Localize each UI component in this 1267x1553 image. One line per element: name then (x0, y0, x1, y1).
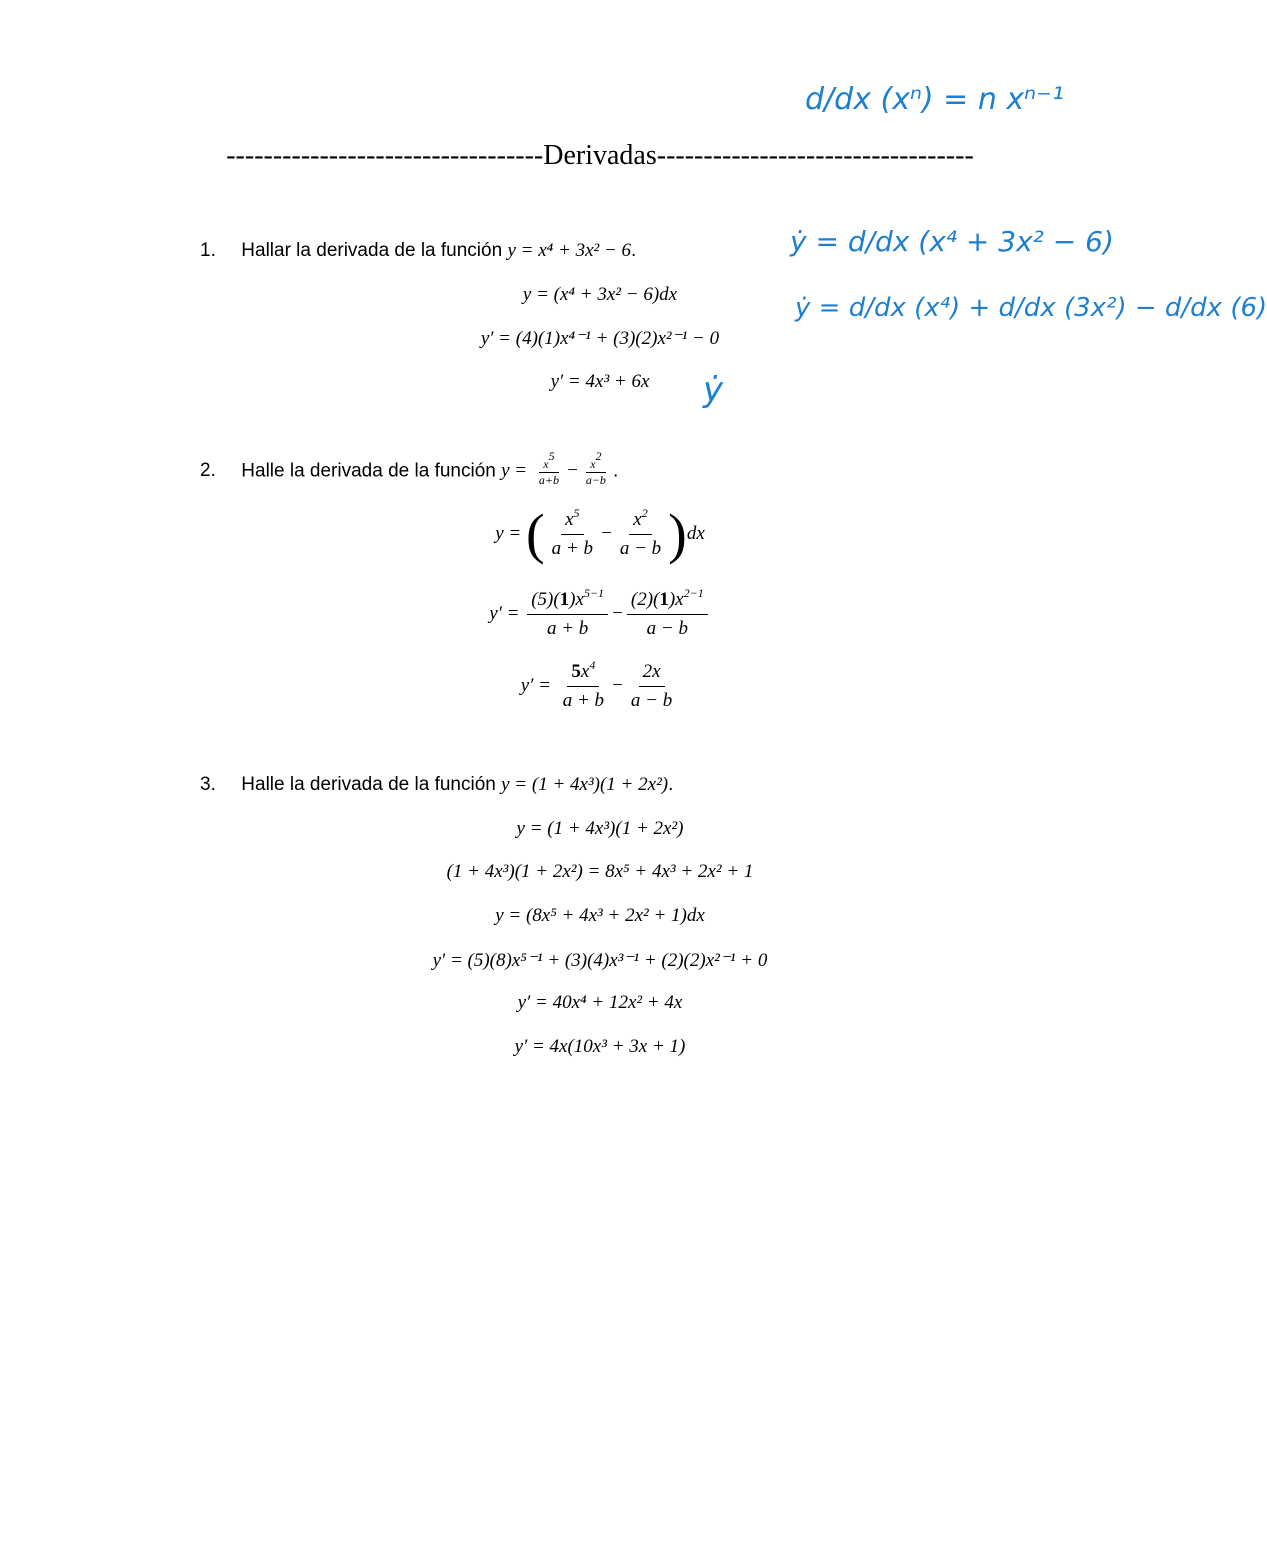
problem-expression: y = x⁴ + 3x² − 6 (507, 240, 632, 261)
fraction: $\frac{(5)(1)x^{5-1}}{a + b}$ (527, 586, 608, 643)
problem-3-prompt (200, 774, 673, 796)
handwritten-line-2: ẏ = d/dx (x⁴) + d/dx (3x²) − d/dx (6) (795, 293, 1267, 323)
problem-1-step-3: y′ = 4x³ + 6x (550, 371, 650, 392)
problem-expression: y = $\frac{x^5}{a+b}$ − $\frac{x^2}{a-b}$ (501, 460, 613, 481)
fraction: $\frac{x^2}{a-b}$ (585, 449, 606, 487)
period: . (612, 460, 619, 482)
fraction: $\frac{(2)(1)x^{2-1}}{a - b}$ (627, 586, 708, 643)
problem-1-prompt (200, 240, 636, 262)
fraction: $\frac{5x^4}{a + b}$ (562, 658, 605, 711)
problem-2-prompt (200, 449, 619, 488)
page-title: ----------------------------------Derivadas---------------------------------- (226, 140, 974, 171)
lhs: y′ = (489, 602, 520, 624)
problem-1-step-2: y′ = (4)(1)x⁴⁻¹ + (3)(2)x²⁻¹ − 0 (480, 328, 720, 349)
lhs: y′ = (520, 674, 551, 696)
lhs: y = (495, 522, 522, 544)
problem-2-step-1: y = ( $\frac{x^5}{a + b}$ − $\frac{x^2}{a - b}$ )dx (495, 503, 705, 566)
fraction: $\frac{x^5}{a + b}$ (551, 506, 593, 559)
fraction: $\frac{2x}{a - b}$ (627, 658, 676, 715)
fraction: $\frac{x^5}{a+b}$ (538, 449, 559, 487)
problem-text: Halle la derivada de la función (241, 774, 496, 795)
period: . (668, 774, 674, 795)
handwritten-mark: ẏ (703, 370, 724, 410)
problem-3-step-3: y = (8x⁵ + 4x³ + 2x² + 1)dx (495, 905, 705, 926)
problem-3-step-5: y′ = 40x⁴ + 12x² + 4x (517, 992, 683, 1013)
fraction: $\frac{x^2}{a - b}$ (619, 506, 662, 559)
problem-2-step-2: y′ = $\frac{(5)(1)x^{5-1}}{a + b}$ − $\frac{(2)(1)x^{2-1}}{a - b}$ (0, 586, 1200, 643)
handwritten-line-1: ẏ = d/dx (x⁴ + 3x² − 6) (790, 225, 1114, 258)
problem-3-step-1: y = (1 + 4x³)(1 + 2x²) (516, 818, 684, 839)
problem-1-step-1: y = (x⁴ + 3x² − 6)dx (522, 284, 678, 305)
problem-number: 2. (200, 460, 216, 482)
problem-number: 1. (200, 240, 216, 261)
problem-number: 3. (200, 774, 216, 795)
problem-3-step-4: y′ = (5)(8)x⁵⁻¹ + (3)(4)x³⁻¹ + (2)(2)x²⁻¹ + 0 (432, 950, 768, 971)
handwritten-power-rule: d/dx (xⁿ) = n xⁿ⁻¹ (805, 82, 1064, 117)
problem-text: Halle la derivada de la función (241, 460, 496, 482)
problem-2-step-3: y′ = $\frac{5x^4}{a + b}$ − $\frac{2x}{a - b}$ (0, 658, 1200, 715)
expr-lhs: y = (501, 460, 528, 482)
problem-expression: y = (1 + 4x³)(1 + 2x²) (501, 774, 669, 795)
problem-text: Hallar la derivada de la función (241, 240, 503, 261)
problem-3-step-6: y′ = 4x(10x³ + 3x + 1) (514, 1036, 686, 1057)
problem-3-step-2: (1 + 4x³)(1 + 2x²) = 8x⁵ + 4x³ + 2x² + 1 (446, 861, 754, 882)
period: . (631, 240, 637, 261)
